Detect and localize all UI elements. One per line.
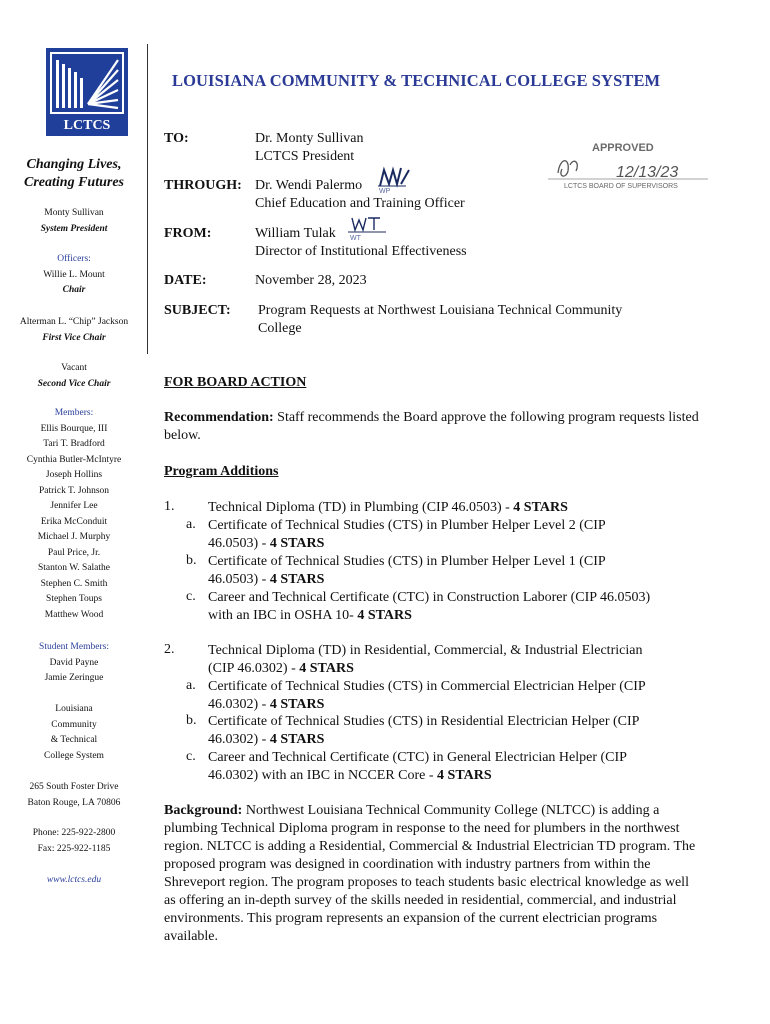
from-title: Director of Institutional Effectiveness: [255, 244, 467, 259]
program-additions-heading: Program Additions: [164, 464, 279, 479]
board-member: Stanton W. Salathe: [37, 563, 111, 573]
svg-text:LCTCS BOARD OF SUPERVISORS: LCTCS BOARD OF SUPERVISORS: [564, 183, 678, 190]
svg-text:12/13/23: 12/13/23: [616, 164, 679, 181]
program-title: (CIP 46.0302) -: [208, 661, 300, 676]
program-number: 1.: [164, 499, 175, 514]
board-member: Stephen Toups: [46, 594, 102, 604]
officer-name: Willie L. Mount: [43, 269, 105, 280]
memo-title: LOUISIANA COMMUNITY & TECHNICAL COLLEGE SYSTEM: [172, 71, 661, 90]
sub-letter: a.: [186, 678, 196, 693]
sub-letter: a.: [186, 517, 196, 532]
student-members-block: [0, 640, 148, 687]
officer-3-block: [0, 361, 148, 392]
members-list: [0, 422, 148, 624]
sub-program: [208, 553, 606, 589]
sub-program-line: Certificate of Technical Studies (CTS) in Residential Electrician Helper (CIP: [208, 714, 640, 729]
sub-letter: b.: [186, 713, 197, 728]
program-main: [208, 499, 568, 517]
org-line: College System: [44, 750, 104, 761]
program-rating: 4 STARS: [513, 500, 568, 515]
to-label: TO:: [164, 131, 189, 146]
sub-letter: c.: [186, 589, 196, 604]
board-member: Ellis Bourque, III: [40, 423, 108, 434]
officer-role: First Vice Chair: [42, 332, 106, 343]
student-members-heading: Student Members:: [39, 642, 109, 652]
approved-stamp: [548, 135, 708, 195]
date-label: DATE:: [164, 273, 207, 288]
tagline: [0, 156, 148, 192]
sub-program-line: Certificate of Technical Studies (CTS) in Commercial Electrician Helper (CIP: [208, 679, 646, 694]
tagline-line-2: Creating Futures: [24, 175, 124, 190]
from-signature: [346, 214, 388, 242]
address-block: [0, 780, 148, 811]
sub-program-line: 46.0503) -: [208, 536, 270, 551]
president-role: System President: [40, 223, 108, 234]
website-link[interactable]: www.lctcs.edu: [46, 875, 102, 885]
org-name-block: [0, 702, 148, 764]
officers-heading: Officers:: [57, 254, 91, 264]
program-number: 2.: [164, 642, 175, 657]
sub-program-rating: 4 STARS: [269, 572, 325, 587]
board-member: Matthew Wood: [44, 609, 104, 620]
board-member: Patrick T. Johnson: [38, 485, 110, 496]
program-main: [208, 642, 642, 678]
program-rating: 4 STARS: [299, 661, 354, 676]
sub-program-line: 46.0302) -: [208, 732, 270, 747]
sub-program-rating: 4 STARS: [269, 732, 325, 747]
officer-role: Chair: [62, 285, 86, 295]
background-text: Northwest Louisiana Technical Community College (NLTCC) is adding a plumbing Technical Diploma program in response to the need for plumbers in the northwest region. NLTCC is adding a Residential, Commercial & Industrial Electrician TD program. The proposed program was designed in coordination with industry partners from within the Shreveport region. The program proposes to teach students basic electrical knowledge as well as offering an in-depth survey of the skills needed in residential, commercial, and industrial environments. This program represents an expansion of the current electrician programs available.: [164, 803, 696, 944]
board-member: Paul Price, Jr.: [47, 547, 101, 558]
date-value: November 28, 2023: [255, 273, 367, 288]
address-line: 265 South Foster Drive: [29, 782, 119, 792]
subject-line: College: [258, 321, 302, 336]
sub-program-rating: 4 STARS: [357, 608, 412, 623]
sub-letter: c.: [186, 749, 196, 764]
recommendation-label: Recommendation:: [164, 410, 274, 425]
org-line: Community: [51, 719, 97, 730]
from-label: FROM:: [164, 226, 212, 241]
background-paragraph: [164, 802, 699, 946]
through-title: Chief Education and Training Officer: [255, 196, 465, 211]
lctcs-logo: [46, 48, 128, 136]
president-name: Monty Sullivan: [44, 208, 104, 218]
sub-program-line: 46.0503) -: [208, 572, 270, 587]
phone-number: Phone: 225-922-2800: [32, 828, 116, 838]
board-member: Erika McConduit: [40, 516, 108, 527]
sub-program-rating: 4 STARS: [269, 536, 325, 551]
background-label: Background:: [164, 803, 243, 818]
sub-program-line: 46.0302) -: [208, 697, 270, 712]
sub-program-line: Certificate of Technical Studies (CTS) in Plumber Helper Level 1 (CIP: [208, 554, 606, 569]
officer-name: Alterman L. “Chip” Jackson: [19, 317, 129, 327]
svg-text:WP: WP: [379, 188, 391, 194]
svg-text:APPROVED: APPROVED: [592, 142, 654, 154]
sub-program: [208, 589, 650, 625]
sub-program: [208, 749, 627, 785]
through-label: THROUGH:: [164, 178, 242, 193]
board-member: Jennifer Lee: [50, 501, 98, 511]
svg-text:WT: WT: [350, 235, 361, 242]
officers-block: [0, 252, 148, 299]
fax-number: Fax: 225-922-1185: [37, 843, 111, 854]
sub-program: [208, 713, 639, 749]
student-member: Jamie Zeringue: [44, 673, 104, 683]
sub-letter: b.: [186, 553, 197, 568]
through-block: [255, 177, 465, 213]
board-member: Cynthia Butler-McIntyre: [26, 454, 122, 465]
through-signature: [376, 164, 416, 194]
org-line: Louisiana: [55, 704, 93, 714]
student-member: David Payne: [49, 657, 99, 668]
board-member: Joseph Hollins: [45, 470, 103, 480]
sub-program: [208, 517, 606, 553]
sub-program-rating: 4 STARS: [269, 697, 325, 712]
through-name: Dr. Wendi Palermo: [255, 178, 363, 193]
to-name: Dr. Monty Sullivan: [255, 131, 364, 146]
sub-program-line: 46.0302) with an IBC in NCCER Core -: [208, 768, 438, 783]
board-member: Tari T. Bradford: [43, 439, 105, 449]
from-name: William Tulak: [255, 226, 336, 241]
tagline-line-1: Changing Lives,: [26, 157, 122, 172]
members-block: [0, 406, 148, 623]
recommendation-text: Staff recommends the Board approve the following program requests listed below.: [164, 410, 699, 443]
recommendation-paragraph: [164, 409, 704, 445]
website-block: [0, 873, 148, 889]
sub-program: [208, 678, 646, 714]
program-title: Technical Diploma (TD) in Plumbing (CIP 46.0503) -: [208, 500, 514, 515]
logo-text: LCTCS: [63, 118, 111, 133]
org-line: & Technical: [50, 735, 98, 745]
student-members-list: [0, 656, 148, 687]
subject-line: Program Requests at Northwest Louisiana Technical Community: [258, 303, 623, 318]
subject-block: [258, 302, 622, 338]
board-member: Michael J. Murphy: [37, 532, 111, 542]
sub-program-line: with an IBC in OSHA 10-: [208, 608, 358, 623]
program-title: Technical Diploma (TD) in Residential, Commercial, & Industrial Electrician: [208, 643, 643, 658]
officer-role: Second Vice Chair: [37, 378, 111, 389]
sidebar: [0, 0, 148, 1024]
sub-program-rating: 4 STARS: [437, 768, 492, 783]
sub-program-line: Certificate of Technical Studies (CTS) in Plumber Helper Level 2 (CIP: [208, 518, 606, 533]
to-title: LCTCS President: [255, 149, 355, 164]
address-line: Baton Rouge, LA 70806: [27, 797, 121, 808]
board-member: Stephen C. Smith: [40, 578, 108, 589]
officer-2-block: [0, 315, 148, 346]
contact-block: [0, 826, 148, 857]
sub-program-line: Career and Technical Certificate (CTC) in Construction Laborer (CIP 46.0503): [208, 590, 651, 605]
sub-program-line: Career and Technical Certificate (CTC) in General Electrician Helper (CIP: [208, 750, 627, 765]
president-block: [0, 206, 148, 237]
board-action-heading: FOR BOARD ACTION: [164, 375, 307, 390]
officer-name: Vacant: [61, 363, 87, 373]
members-heading: Members:: [54, 408, 94, 418]
to-block: [255, 130, 364, 166]
subject-label: SUBJECT:: [164, 303, 231, 318]
sidebar-divider: [147, 44, 148, 354]
